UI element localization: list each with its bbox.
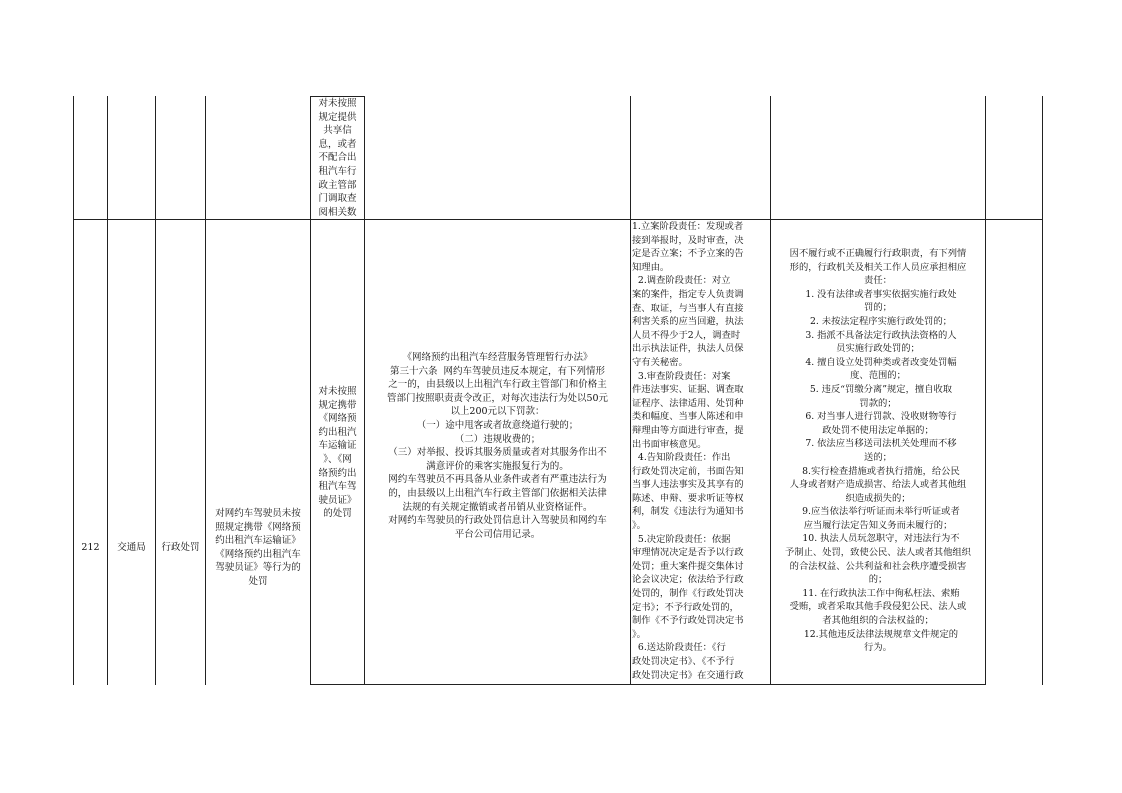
cell-frame [630,684,771,685]
column-border [107,96,108,685]
accountability-cell: 因不履行或不正确履行行政职责，有下列情 形的，行政机关及相关工作人员应承担相应 责任： 1. 没有法律或者事实依据实施行政处 罚的； 2. 未按法定程序实施行政处罚的； 3. 指派不具备法定行政执法资格的人 员实施行政处罚的； 4. 擅自设立处罚种类或者改变处罚幅 度、范围的； 5. 违反“罚缴分离”规定，擅自收取 罚款的； 6. 对当事人进行罚款、没收财物等行 政处罚不使用法定单据的； 7. 依法应当移送司法机关处理而不移 送的； 8.实行检查措施或者执行措施，给公民 人身或者财产造成损害、给法人或者其他组 织造成损失的； 9.应当依法举行听证而未举行听证或者 应当履行法定告知义务而未履行的； 10. 执法人员玩忽职守，对违法行为不 予制止、处罚，致使公民、法人或者其他组织 的合法权益、公共利益和社会秩序遭受损害 的； 11. 在行政执法工作中徇私枉法、索贿 受贿，或者采取其他手段侵犯公民、法人或 者其他组织的合法权益的； 12.其他违反法律法规规章文件规定的 行为。 [785,248,971,654]
column-border [1042,96,1043,685]
responsibility-cell: 1.立案阶段责任：发现或者 接到举报时，及时审查，决 定是否立案；不予立案的告 知理由。 2.调查阶段责任：对立 案的案件，指定专人负责调 查、取证，与当事人有直接 利害关系的应当回避，执法 人员不得少于2人，调查时 出示执法证件，执法人员保 守有关秘密。 3.审查阶段责任：对案 件违法事实、证据、调查取 证程序、法律适用、处罚种 类和幅度、当事人陈述和申 辩理由等方面进行审查，提 出书面审核意见。 4.告知阶段责任：作出 行政处罚决定前，书面告知 当事人违法事实及其享有的 陈述、申辩、要求听证等权 利，制发《违法行为通知书 》。 5.决定阶段责任：依据 审理情况决定是否予以行政 处罚；重大案件提交集体讨 论会议决定；依法给予行政 处罚的，制作《行政处罚决 定书》；不予行政处罚的， 制作《不予行政处罚决定书 》。 6.送达阶段责任：《行 政处罚决定书》、《不予行 政处罚决定书》在交通行政 [632,221,744,681]
item-name-cell: 对网约车驾驶员未按 照规定携带《网络预 约出租汽车运输证》 《网络预约出租汽车 驾驶员证》等行为的 处罚 [215,508,301,587]
subject-continuation-cell: 对未按照 规定提供 共享信 息，或者 不配合出 租汽车行 政主管部 门调取查 阅相关数 [318,98,357,218]
cell-frame [310,684,365,685]
column-border [155,96,156,685]
sub-item-cell: 对未按照 规定携带 《网络预 约出租汽 车运输证 》、《网 络预约出 租汽车驾 驶员证》 的处罚 [318,386,357,520]
legal-basis-cell: 《网络预约出租汽车经营服务管理暂行办法》 第三十六条 网约车驾驶员违反本规定，有下列情形 之一的，由县级以上出租汽车行政主管部门和价格主 管部门按照职责责令改正，对每次违法行为处以50元 以上200元以下罚款： （一）途中甩客或者故意绕道行驶的； （二）违规收费的； （三）对举报、投诉其服务质量或者对其服务作出不 满意评价的乘客实施报复行为的。 网约车驾驶员不再具备从业条件或者有严重违法行为 的，由县级以上出租汽车行政主管部门依据相关法律 法规的有关规定撤销或者吊销从业资格证件。 对网约车驾驶员的行政处罚信息计入驾驶员和网约车 平台公司信用记录。 [386,352,609,540]
cell-frame [364,684,631,685]
department-cell: 交通局 [117,542,146,553]
column-border [985,96,986,685]
row-border [73,219,1043,220]
column-border [73,96,74,685]
item-number-cell: 212 [81,542,100,553]
column-border [205,96,206,685]
column-border [630,96,631,685]
category-cell: 行政处罚 [161,542,200,553]
cell-frame [770,684,986,685]
